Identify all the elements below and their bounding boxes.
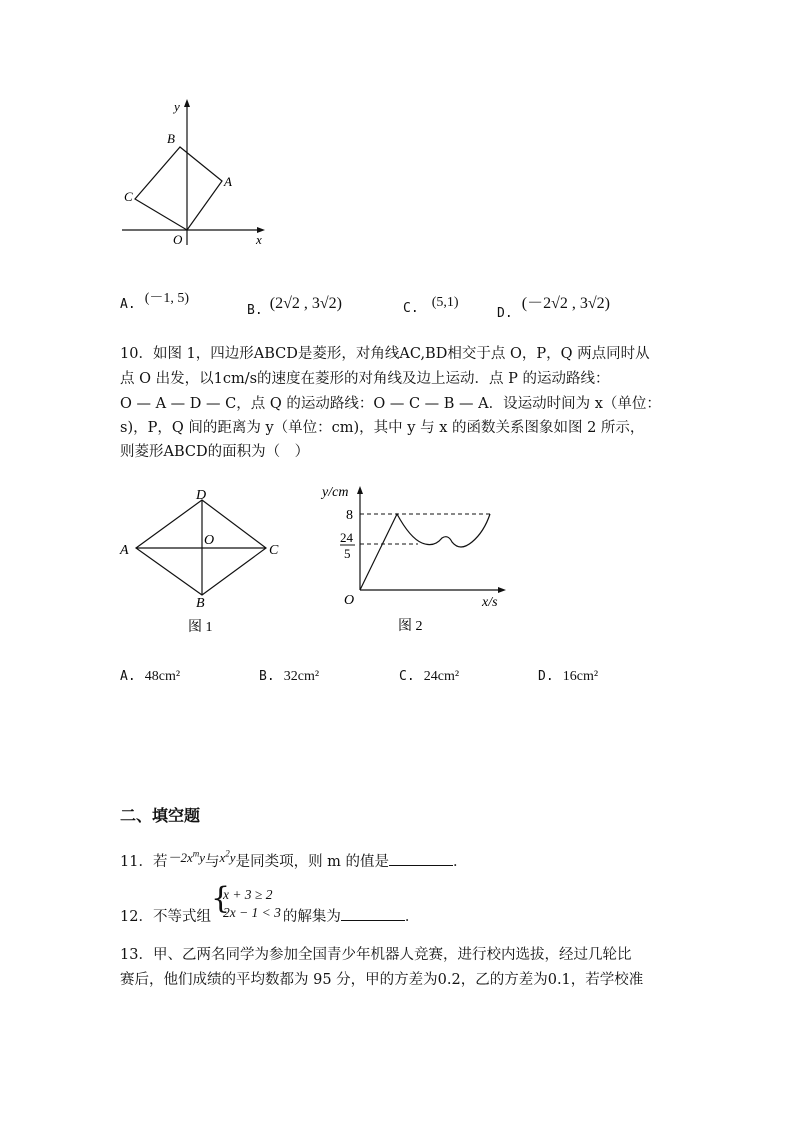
q11-prefix: 11．若 [120,854,168,870]
q9-coordinate-figure [110,95,280,255]
option-value: 32cm² [283,669,320,684]
figure-1-caption: 图 1 [188,620,213,635]
q11 [120,850,468,871]
option-letter: A. [120,669,136,684]
q10-option-a[interactable] [120,665,180,685]
brace: { [210,881,231,916]
origin-label: O [344,593,355,608]
y-axis-arrow [357,486,363,494]
xlabel: x/s [482,595,498,610]
label-x: x [256,232,262,247]
option-letter: D. [538,669,554,684]
label-a: A [224,174,232,189]
q12-prefix: 12．不等式组 [120,909,211,925]
label-d: D [196,488,207,503]
q11-mid: 与 [205,854,220,870]
q12-system [210,881,281,922]
tick-frac-denominator: 5 [344,546,351,561]
x-axis-arrow [498,587,506,593]
q11-answer-blank[interactable] [389,853,453,866]
y-axis-arrow [184,99,190,107]
q10-option-b[interactable] [259,665,319,685]
option-value: (－1, 5) [144,291,190,306]
option-value: 48cm² [144,669,181,684]
label-b: B [196,596,205,611]
q11-term1: $-2x^my$ [167,848,206,865]
q13-line-1: 13．甲、乙两名同学为参加全国青少年机器人竞赛，进行校内选拔，经过几轮比 [120,947,632,963]
q9-option-d[interactable] [497,290,610,321]
q12-inequality-2: 2x − 1 < 3 [222,905,281,920]
option-value: (－2√2 , 3√2) [521,295,610,312]
q11-end: ． [453,854,468,870]
label-o: O [204,533,215,548]
q10-line-3: O — A — D — C，点 Q 的运动路线：O — C — B — A．设运动时间为 x（单位： [120,396,661,412]
label-a: A [120,543,129,558]
option-letter: B. [259,669,275,684]
option-letter: D. [497,306,513,321]
figure-2-caption: 图 2 [398,619,423,634]
q10-line-2: 点 O 出发，以1cm/s的速度在菱形的对角线及边上运动．点 P 的运动路线： [120,371,610,387]
q12-post: 的解集为 [282,909,341,925]
q10-option-d[interactable] [538,665,598,685]
q12-end: ． [404,909,420,925]
option-letter: C. [403,301,419,316]
q10-option-c[interactable] [399,665,459,685]
q10-line-5: 则菱形ABCD的面积为（ ） [120,444,310,460]
figure-2-graph [310,480,510,640]
option-value: 24cm² [423,669,460,684]
q9-option-b[interactable] [247,293,342,318]
q9-option-c[interactable] [403,293,459,316]
function-curve [360,514,490,590]
q10-line-4: s)，P，Q 间的距离为 y（单位：cm)，其中 y 与 x 的函数关系图象如图 2 所示， [120,420,645,436]
option-value: 16cm² [562,669,599,684]
tick-frac-numerator: 24 [340,530,353,545]
square-oabc [135,147,222,230]
q12-inequality-1: x + 3 ≥ 2 [222,887,273,902]
q12 [120,881,420,925]
q11-post: 是同类项，则 m 的值是 [235,854,390,870]
q12-answer-blank[interactable] [341,908,405,921]
q9-option-a[interactable] [120,293,189,313]
ylabel: y/cm [322,485,349,500]
label-b: B [167,131,175,146]
q10-line-1: 10．如图 1，四边形ABCD是菱形，对角线AC,BD相交于点 O，P，Q 两点同时从 [120,346,650,362]
section-2-heading: 二、填空题 [120,806,201,825]
q11-term2: $x^2y$ [219,848,236,865]
label-c: C [124,189,133,204]
q13-line-2: 赛后，他们成绩的平均数都为 95 分，甲的方差为0.2，乙的方差为0.1，若学校准 [120,972,644,988]
label-o: O [173,232,183,247]
tick-8: 8 [346,508,353,523]
option-letter: A. [120,297,136,312]
label-y: y [174,99,180,114]
option-value: (2√2 , 3√2) [269,295,342,312]
option-letter: B. [247,303,263,318]
figure-1-rhombus [110,485,300,645]
option-letter: C. [399,669,415,684]
label-c: C [269,543,279,558]
option-value: (5,1) [431,295,459,310]
